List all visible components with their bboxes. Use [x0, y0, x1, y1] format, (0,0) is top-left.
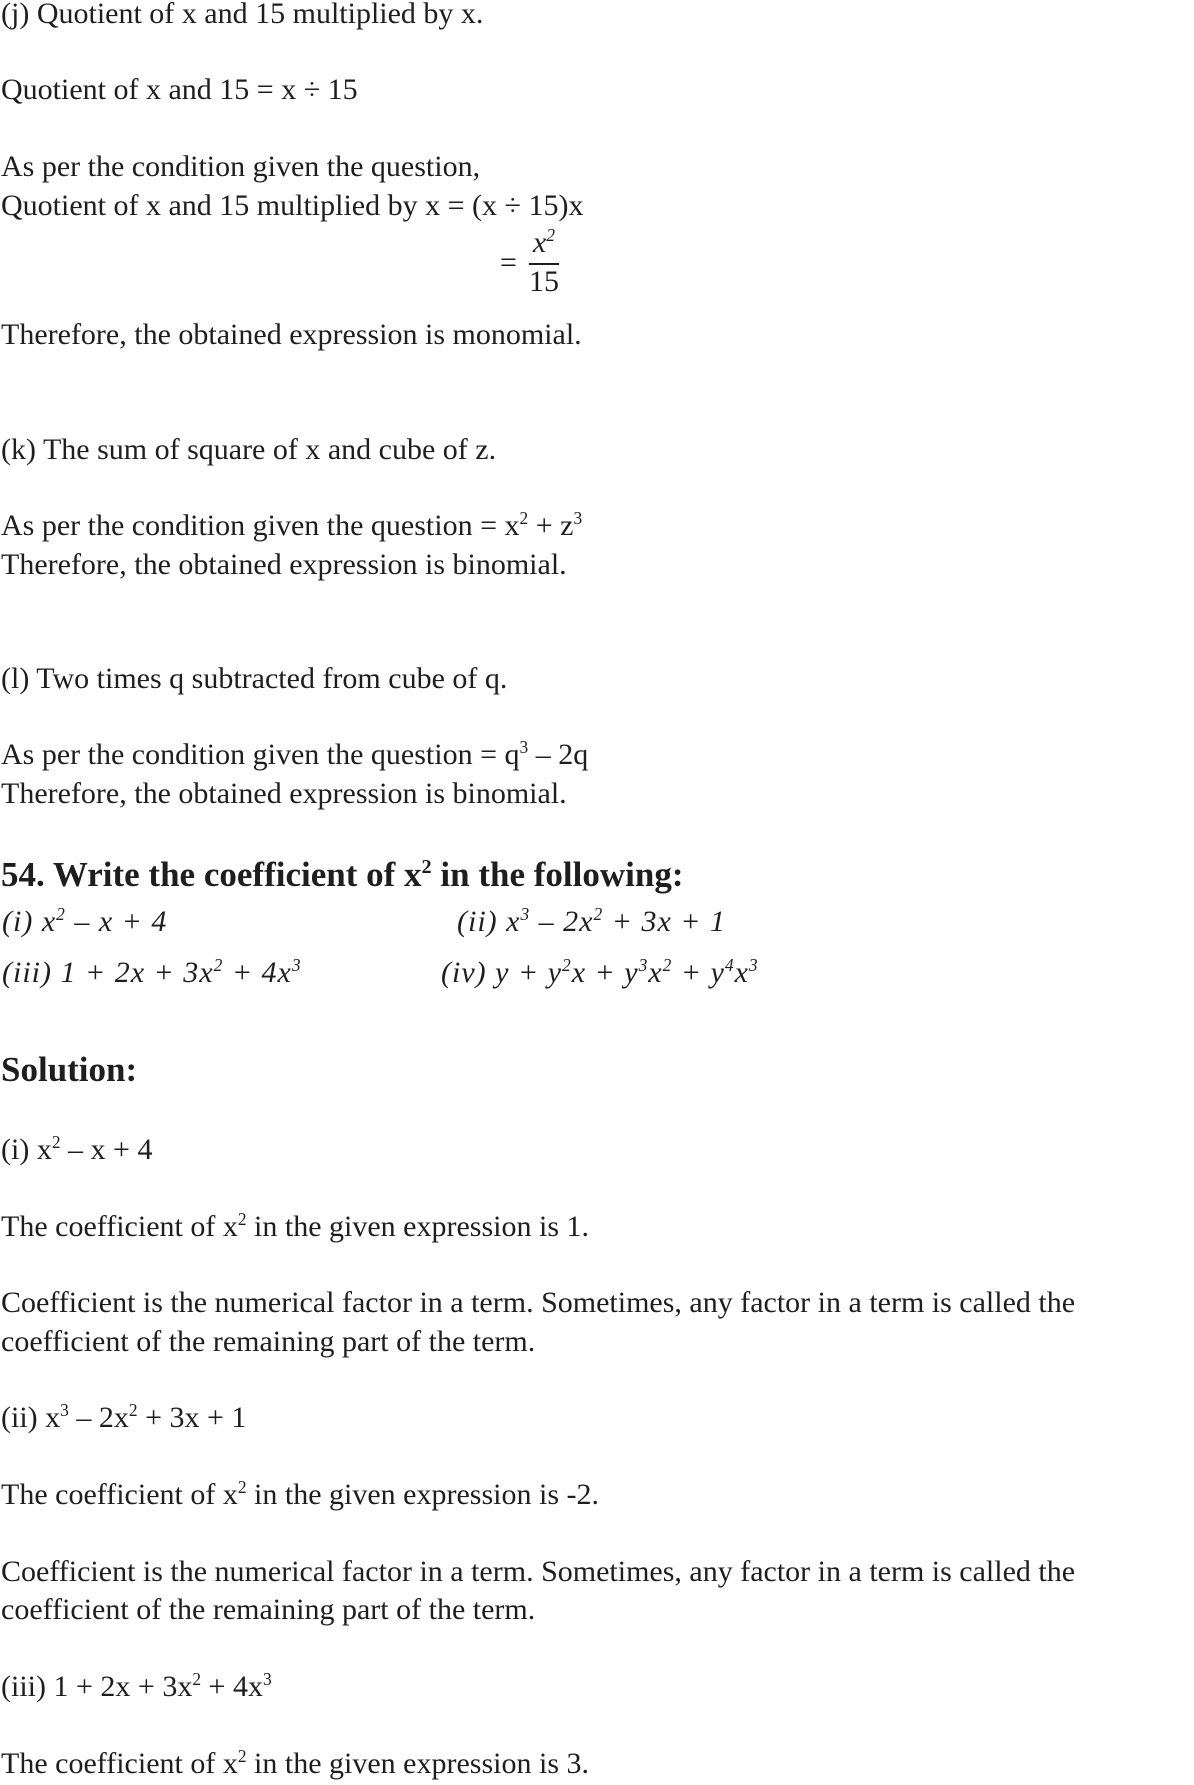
text-segment: Therefore, the obtained expression is binomial.	[1, 548, 567, 581]
text-segment: The coefficient of x	[1, 1478, 238, 1511]
text-segment: (i) x	[1, 1133, 52, 1166]
fraction-numerator	[529, 226, 559, 265]
text-segment: As per the condition given the question = x	[1, 509, 520, 542]
text-segment: – 2q	[528, 738, 589, 771]
fraction	[529, 226, 559, 299]
text-segment: Therefore, the obtained expression is monomial.	[1, 318, 582, 351]
text-line	[1, 188, 583, 224]
option-expression	[441, 955, 759, 994]
exponent: 2	[213, 954, 224, 975]
option-expression	[457, 904, 726, 943]
text-segment: + 3x + 1	[137, 1401, 247, 1434]
text-segment: coefficient of the remaining part of the term.	[1, 1593, 536, 1626]
exponent: 3	[60, 1399, 69, 1420]
text-line	[1, 72, 358, 108]
text-line	[1, 1669, 272, 1708]
text-segment: in the given expression is 1.	[246, 1210, 589, 1243]
text-segment: (ii) x	[457, 905, 521, 938]
text-segment: – 2x	[68, 1401, 129, 1434]
text-segment: + z	[528, 509, 574, 542]
exponent: 3	[638, 954, 649, 975]
text-segment: in the given expression is 3.	[246, 1747, 589, 1780]
exponent: 3	[519, 736, 529, 757]
text-segment: x	[648, 956, 663, 989]
text-segment: Coefficient is the numerical factor in a term. Sometimes, any factor in a term is called the	[1, 1555, 1076, 1588]
text-line	[1, 1554, 1075, 1590]
text-line	[1, 1324, 535, 1360]
text-line	[1, 1746, 589, 1785]
text-segment: coefficient of the remaining part of the term.	[1, 1325, 536, 1358]
text-segment: in the following:	[431, 855, 684, 894]
text-segment: Coefficient is the numerical factor in a term. Sometimes, any factor in a term is called the	[1, 1286, 1076, 1319]
text-segment: (l) Two times q subtracted from cube of q.	[1, 662, 508, 695]
exponent: 3	[262, 1668, 272, 1689]
text-segment: (i) x	[2, 905, 57, 938]
text-segment: Quotient of x and 15 = x ÷ 15	[1, 73, 358, 106]
text-segment: As per the condition given the question = q	[1, 738, 520, 771]
exponent: 2	[192, 1668, 202, 1689]
text-line	[1, 0, 483, 32]
text-line	[1, 737, 588, 776]
option-expression	[2, 904, 167, 943]
text-segment: The coefficient of x	[1, 1747, 238, 1780]
text-segment: (iii) 1 + 2x + 3x	[2, 956, 214, 989]
text-segment: (j) Quotient of x and 15 multiplied by x.	[1, 0, 484, 30]
text-segment: (iv) y + y	[441, 956, 563, 989]
text-line	[1, 661, 507, 697]
exponent: 3	[520, 903, 531, 924]
exponent: 3	[291, 954, 302, 975]
text-segment: in the given expression is -2.	[246, 1478, 599, 1511]
numerator-base: x	[532, 226, 547, 259]
exponent: 3	[573, 507, 583, 528]
option-expression	[2, 955, 302, 994]
text-segment: (ii) x	[1, 1401, 61, 1434]
exponent: 4	[724, 954, 735, 975]
exponent: 2	[562, 954, 572, 975]
exponent: 2	[421, 855, 432, 878]
text-segment: 54. Write the coefficient of x	[1, 855, 422, 894]
text-segment: + 4x	[201, 1670, 263, 1703]
text-line	[1, 1209, 589, 1248]
text-segment: – x + 4	[60, 1133, 153, 1166]
text-line	[1, 1477, 599, 1516]
exponent: 2	[128, 1399, 138, 1420]
fraction-expression	[500, 226, 559, 299]
text-segment: + 4x	[223, 956, 292, 989]
exponent: 2	[51, 1131, 61, 1152]
text-line	[1, 547, 567, 583]
text-segment: x + y	[571, 956, 639, 989]
fraction-denominator: 15	[528, 265, 559, 298]
text-line	[1, 1285, 1075, 1321]
text-line	[1, 317, 582, 353]
text-segment: + y	[672, 956, 725, 989]
text-line	[1, 1132, 152, 1171]
exponent: 2	[519, 507, 529, 528]
exponent: 2	[237, 1208, 247, 1229]
text-segment: Quotient of x and 15 multiplied by x = (x ÷ 15)x	[1, 189, 584, 222]
exponent: 2	[237, 1745, 247, 1766]
exponent: 2	[237, 1476, 247, 1497]
text-segment: – 2x	[530, 905, 594, 938]
question-heading	[1, 855, 683, 900]
text-segment: As per the condition given the question,	[1, 150, 481, 183]
text-line	[1, 1592, 535, 1628]
text-segment: x	[734, 956, 749, 989]
text-line	[1, 432, 496, 468]
exponent: 2	[662, 954, 673, 975]
text-line	[1, 1400, 246, 1439]
text-line	[1, 149, 480, 185]
equals-sign: =	[500, 245, 517, 279]
text-segment: + 3x + 1	[603, 905, 727, 938]
text-segment: The coefficient of x	[1, 1210, 238, 1243]
text-segment: (iii) 1 + 2x + 3x	[1, 1670, 193, 1703]
text-segment: Therefore, the obtained expression is binomial.	[1, 777, 567, 810]
solution-heading: Solution:	[1, 1050, 138, 1089]
text-segment: (k) The sum of square of x and cube of z.	[1, 433, 497, 466]
text-line	[1, 508, 582, 547]
exponent: 2	[56, 903, 66, 924]
text-line	[1, 776, 567, 812]
numerator-exponent: 2	[546, 224, 555, 245]
text-segment: – x + 4	[65, 905, 168, 938]
exponent: 3	[748, 954, 759, 975]
exponent: 2	[593, 903, 604, 924]
